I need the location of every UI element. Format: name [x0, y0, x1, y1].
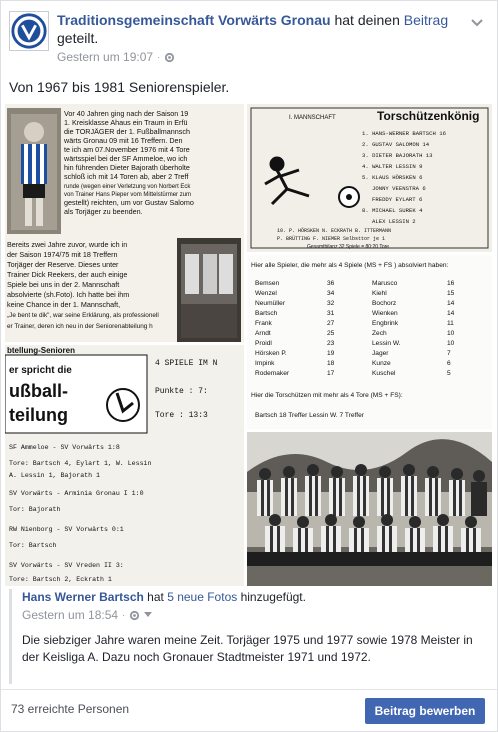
clip4-line-3: SV Vorwärts - Arminia Gronau I 1:0	[9, 490, 144, 497]
clip3-cell: Rodemaker	[255, 370, 290, 377]
clip4-banner-a: er spricht die	[9, 365, 72, 376]
club-logo-icon	[10, 12, 48, 50]
clip2-row-7: 8. MICHAEL SUREK 4	[362, 207, 423, 214]
clip2-row-3: 4. WALTER LESSIN 9	[362, 163, 423, 170]
photo-torschuetzenkoenig[interactable]	[247, 104, 492, 252]
clip1-line-5: wärtsspiel bei der SF Ammeloe, wo ich	[64, 154, 188, 163]
clip3-cell: 11	[447, 320, 454, 327]
clip3-cell: 18	[327, 360, 335, 367]
clip1-line-7: schloß ich mit 14 Toren ab, aber 2 Treff	[64, 172, 189, 181]
clip4-line-7: SV Vorwärts - SV Vreden II 3:	[9, 562, 124, 569]
clip2-title: Torschützenkönig	[377, 109, 480, 123]
shared-verb: hat	[143, 590, 168, 604]
clip3-cell: Bartsch	[255, 310, 278, 317]
shared-post-text: Die siebziger Jahre waren meine Zeit. Torjäger 1975 und 1977 sowie 1978 Meister in der Keisliga A. Dazu noch Gronauer Stadtmeister 1971 und 1972.	[22, 633, 473, 664]
clip2-row-10: P. BRÜTTING F. NIEMER Selbsttor je 1	[277, 236, 386, 242]
article-clipping-image	[5, 104, 244, 342]
torschuetzenkoenig-image	[247, 104, 492, 252]
clip2-row-4: 5. KLAUS HÖRSKEN 6	[362, 174, 423, 181]
shared-original-post	[9, 589, 489, 684]
clip3-intro: Hier alle Spieler, die mehr als 4 Spiele (MS + FS ) absolviert haben:	[251, 262, 449, 269]
clip4-line-5: RW Nienborg - SV Vorwärts 0:1	[9, 526, 124, 533]
photo-article-clipping[interactable]	[5, 104, 244, 342]
post-header	[9, 9, 489, 64]
post-link[interactable]: Beitrag	[403, 12, 449, 28]
clip4-line-1: Tore: Bartsch 4, Eylart 1, W. Lessin	[9, 460, 152, 467]
spieler-tabelle-image	[247, 255, 492, 429]
clip1-line-0: Vor 40 Jahren ging nach der Saison 19	[64, 109, 189, 118]
clip1-line-10: gestellt) reichten, um vor Gustav Salomo	[64, 198, 194, 207]
meta-separator: ·	[157, 52, 161, 62]
clip3-cell: 6	[447, 360, 451, 367]
clip1-line-3: wärts Gronau 09 mit 16 Treffern. Den	[64, 136, 183, 145]
clip3-cell: 32	[327, 300, 335, 307]
clip3-cell: Impink	[255, 360, 275, 367]
clip4-line-4: Tor: Bajorath	[9, 506, 61, 513]
abteilung-senioren-image	[5, 345, 244, 586]
post-timestamp[interactable]: Gestern um 19:07	[57, 50, 154, 64]
clip3-scorers-intro: Hier die Torschützen mit mehr als 4 Tore (MS + FS):	[251, 392, 403, 399]
clip4-line-6: Tor: Bartsch	[9, 542, 57, 549]
clip3-cell: 25	[327, 330, 335, 337]
clip2-row-0: 1. HANS-WERNER BARTSCH 16	[362, 130, 446, 137]
clip1-line-17: absolvierte (sh.Foto). Ich hatte bei ihm	[7, 290, 130, 299]
clip1-line-4: te ich am 07.November 1976 mit 4 Tore	[64, 145, 190, 154]
shared-verb-tail: hinzugefügt.	[237, 590, 306, 604]
photo-count-link[interactable]: 5 neue Fotos	[167, 590, 238, 604]
post-meta	[57, 50, 175, 64]
clip3-cell: Marusco	[372, 280, 398, 287]
clip3-cell: Bemsen	[255, 280, 280, 287]
shared-attribution	[22, 589, 489, 605]
clip3-cell: Arndt	[255, 330, 271, 337]
clip1-line-15: Trainer Dick Reekers, der auch einige	[7, 270, 128, 279]
clip4-banner-top: btellung-Senioren	[7, 346, 75, 355]
clip3-cell: 31	[327, 310, 335, 317]
clip2-row-2: 3. DIETER BAJORATH 13	[362, 152, 433, 159]
clip1-line-11: als Torjäger zu beenden.	[64, 207, 143, 216]
chevron-down-icon[interactable]	[471, 19, 483, 27]
clip3-cell: Zech	[372, 330, 387, 337]
author-name-link[interactable]: Hans Werner Bartsch	[22, 590, 144, 604]
photo-abteilung-senioren[interactable]	[5, 345, 244, 586]
clip2-team: I. MANNSCHAFT	[289, 115, 336, 121]
clip3-cell: 10	[447, 340, 455, 347]
clip1-line-16: Spiele bei uns in der 2. Mannschaft	[7, 280, 120, 289]
team-photo-image	[247, 432, 492, 586]
clip1-line-13: der Saison 1974/75 mit 18 Treffern	[7, 250, 118, 259]
clip3-cell: 15	[447, 290, 455, 297]
clip3-cell: Bochorz	[372, 300, 397, 307]
clip3-cell: 16	[447, 280, 455, 287]
clip2-row-5: JONNY VEENSTRA 6	[372, 185, 426, 192]
clip3-cell: Lessin W.	[372, 340, 401, 347]
clip3-cell: 34	[327, 290, 335, 297]
clip3-cell: Hörsken P.	[255, 350, 287, 357]
share-verb: hat deinen	[330, 12, 404, 28]
clip3-cell: Kiehl	[372, 290, 387, 297]
post-text: Von 1967 bis 1981 Seniorenspieler.	[9, 79, 230, 95]
clip3-cell: 7	[447, 350, 451, 357]
clip3-scorers-row: Bartsch 18 Treffer Lessin W. 7 Treffer	[255, 412, 364, 419]
clip4-line-8: Tore: Bartsch 2, Eckrath 1	[9, 576, 112, 583]
clip3-cell: Engbrink	[372, 320, 399, 327]
clip3-cell: Kuschel	[372, 370, 396, 377]
clip1-line-6: hin führenden Dieter Bajorath überholte	[64, 163, 190, 172]
clip1-line-20: er Trainer, deren ich neu in der Seniorenabteilung h	[7, 323, 153, 330]
gear-icon[interactable]	[164, 52, 175, 63]
share-verb-tail: geteilt.	[57, 30, 99, 46]
shared-timestamp[interactable]: Gestern um 18:54	[22, 608, 119, 622]
clip3-cell: Wienken	[372, 310, 398, 317]
photo-team[interactable]	[247, 432, 492, 586]
clip1-line-12: Bereits zwei Jahre zuvor, wurde ich in	[7, 240, 128, 249]
clip3-cell: 17	[327, 370, 335, 377]
page-name-link[interactable]: Traditionsgemeinschaft Vorwärts Gronau	[57, 12, 331, 28]
clip3-cell: 14	[447, 300, 455, 307]
clip2-row-1: 2. GUSTAV SALOMON 14	[362, 141, 430, 148]
clip3-cell: Frank	[255, 320, 272, 327]
clip1-line-19: „Je bent te dik", war seine Erklärung, als professionell	[7, 312, 159, 319]
clip4-line-0: SF Ammeloe - SV Vorwärts 1:8	[9, 444, 120, 451]
clip1-line-14: Torjäger der Reserve. Dieses unter	[7, 260, 119, 269]
clip2-row-8: ALEX LESSIN 2	[372, 218, 416, 225]
photo-collage	[5, 104, 495, 586]
reach-count[interactable]: 73 erreichte Personen	[11, 702, 130, 716]
clip3-cell: 5	[447, 370, 451, 377]
clip3-cell: 36	[327, 280, 335, 287]
post-footer	[1, 689, 497, 732]
promote-post-button[interactable]: Beitrag bewerben	[365, 698, 485, 724]
clip3-cell: 27	[327, 320, 335, 327]
gear-icon[interactable]	[129, 610, 140, 621]
clip4-line-2: A. Lessin 1, Bajorath 1	[9, 472, 101, 479]
shared-separator: ·	[122, 610, 126, 620]
photo-spieler-tabelle[interactable]	[247, 255, 492, 429]
clip3-cell: 10	[447, 330, 455, 337]
clip3-cell: Jager	[372, 350, 389, 357]
clip3-cell: 14	[447, 310, 455, 317]
clip3-cell: Wenzel	[255, 290, 277, 297]
clip4-stats-points: Punkte : 7:	[155, 387, 208, 396]
clip3-cell: 23	[327, 340, 335, 347]
clip1-line-2: die TORJÄGER der 1. Fußballmannsch	[64, 127, 190, 136]
clip4-banner-c: teilung	[9, 405, 68, 425]
clip2-row-9: 10. P. HÖRSKEN N. ECKRATH B. ITTERMANN	[277, 228, 392, 234]
caret-down-icon[interactable]	[144, 612, 152, 618]
clip2-row-6: FREDDY EYLART 6	[372, 196, 423, 203]
clip4-stats-goals: Tore : 13:3	[155, 411, 208, 420]
clip3-cell: 19	[327, 350, 335, 357]
clip4-stats-title: 4 SPIELE IM N	[155, 359, 218, 368]
clip2-total: Gesamtbilanz 32 Spiele = 80:20 Tore	[307, 244, 390, 250]
post-attribution	[57, 11, 459, 47]
clip4-banner-b: ußball-	[9, 381, 68, 401]
clip1-line-1: 1. Kreisklasse Ahaus ein Traum in Erfü	[64, 118, 188, 127]
page-avatar[interactable]	[9, 11, 49, 51]
clip1-line-18: keine Chance in der 1. Mannschaft,	[7, 300, 121, 309]
shared-meta	[22, 608, 489, 622]
clip3-cell: Neumüller	[255, 300, 286, 307]
clip1-line-9: von Trainer Hans Pieper vom Mittelstürmer zum	[64, 192, 192, 198]
clip3-cell: Proidl	[255, 340, 272, 347]
clip3-cell: Kunze	[372, 360, 391, 367]
clip1-line-8: runde (wegen einer Verletzung von Norbert Eck	[64, 184, 191, 190]
